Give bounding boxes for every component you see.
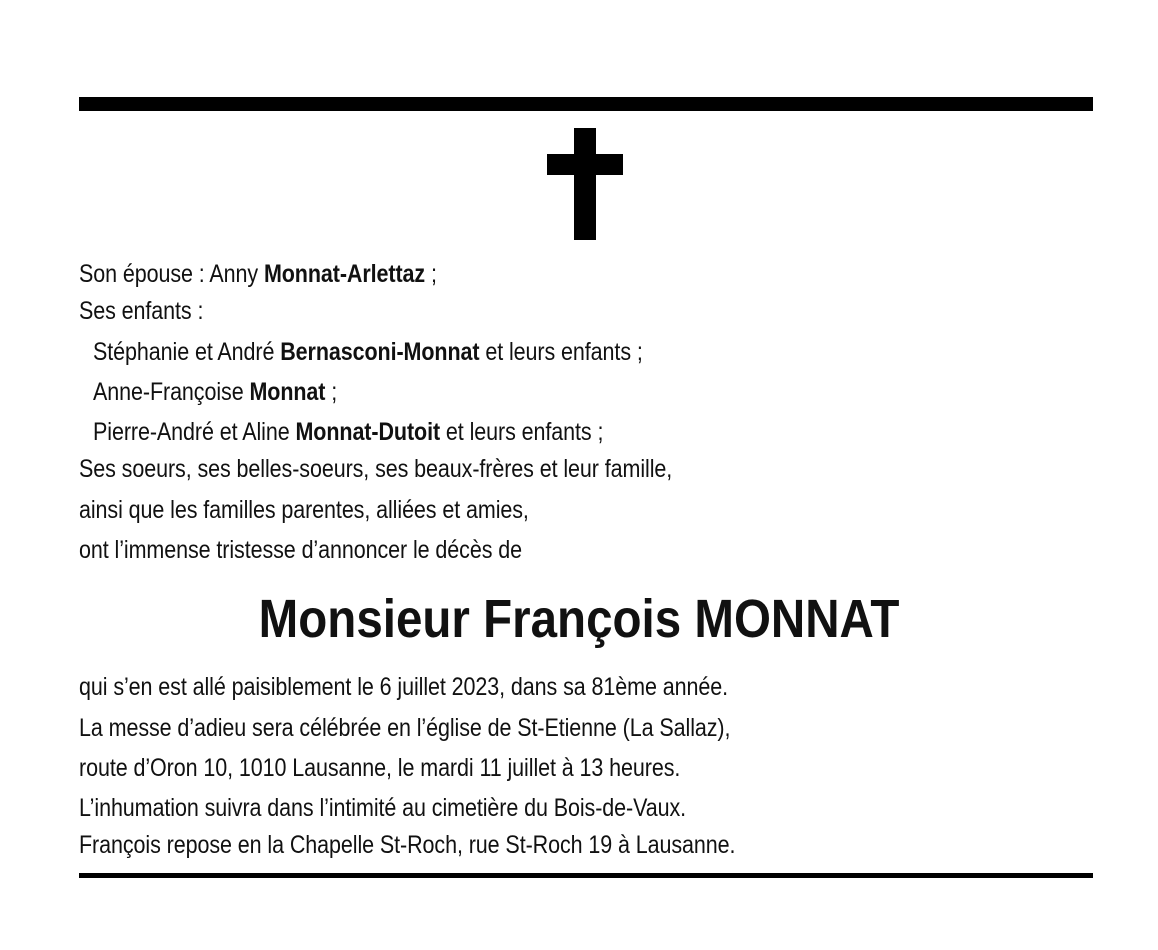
child-1-name: Bernasconi-Monnat bbox=[280, 338, 480, 366]
deceased-name bbox=[0, 585, 1158, 653]
child-1-prefix: Stéphanie et André bbox=[93, 338, 281, 366]
announcement-line: ont l’immense tristesse d’annoncer le décès de bbox=[79, 536, 523, 564]
detail-line-5: François repose en la Chapelle St-Roch, rue St-Roch 19 à Lausanne. bbox=[79, 831, 736, 859]
child-3-prefix: Pierre-André et Aline bbox=[93, 418, 296, 446]
spouse-name: Monnat-Arlettaz bbox=[263, 260, 426, 288]
detail-line-4: L’inhumation suivra dans l’intimité au cimetière du Bois-de-Vaux. bbox=[79, 794, 687, 822]
child-2-name: Monnat bbox=[249, 378, 326, 406]
child-line-2 bbox=[93, 376, 337, 408]
cross-icon bbox=[547, 128, 623, 240]
spouse-suffix: ; bbox=[425, 260, 437, 288]
detail-line-2: La messe d’adieu sera célébrée en l’église de St-Etienne (La Sallaz), bbox=[79, 714, 731, 742]
child-2-suffix: ; bbox=[325, 378, 338, 406]
child-line-3 bbox=[93, 416, 603, 448]
spouse-line bbox=[79, 258, 437, 290]
children-heading: Ses enfants : bbox=[79, 297, 204, 325]
detail-line-3: route d’Oron 10, 1010 Lausanne, le mardi 11 juillet à 13 heures. bbox=[79, 754, 681, 782]
family-line-2: ainsi que les familles parentes, alliées et amies, bbox=[79, 496, 529, 524]
child-2-prefix: Anne-Françoise bbox=[93, 378, 250, 406]
bottom-rule bbox=[79, 873, 1093, 878]
child-3-suffix: et leurs enfants ; bbox=[440, 418, 604, 446]
child-3-name: Monnat-Dutoit bbox=[295, 418, 441, 446]
family-line-1: Ses soeurs, ses belles-soeurs, ses beaux-frères et leur famille, bbox=[79, 455, 673, 483]
child-1-suffix: et leurs enfants ; bbox=[479, 338, 643, 366]
spouse-prefix: Son épouse : Anny bbox=[79, 260, 264, 288]
top-rule bbox=[79, 97, 1093, 111]
deceased-name-text: Monsieur François MONNAT bbox=[258, 589, 900, 649]
detail-line-1: qui s’en est allé paisiblement le 6 juillet 2023, dans sa 81ème année. bbox=[79, 673, 728, 701]
child-line-1 bbox=[93, 336, 643, 368]
